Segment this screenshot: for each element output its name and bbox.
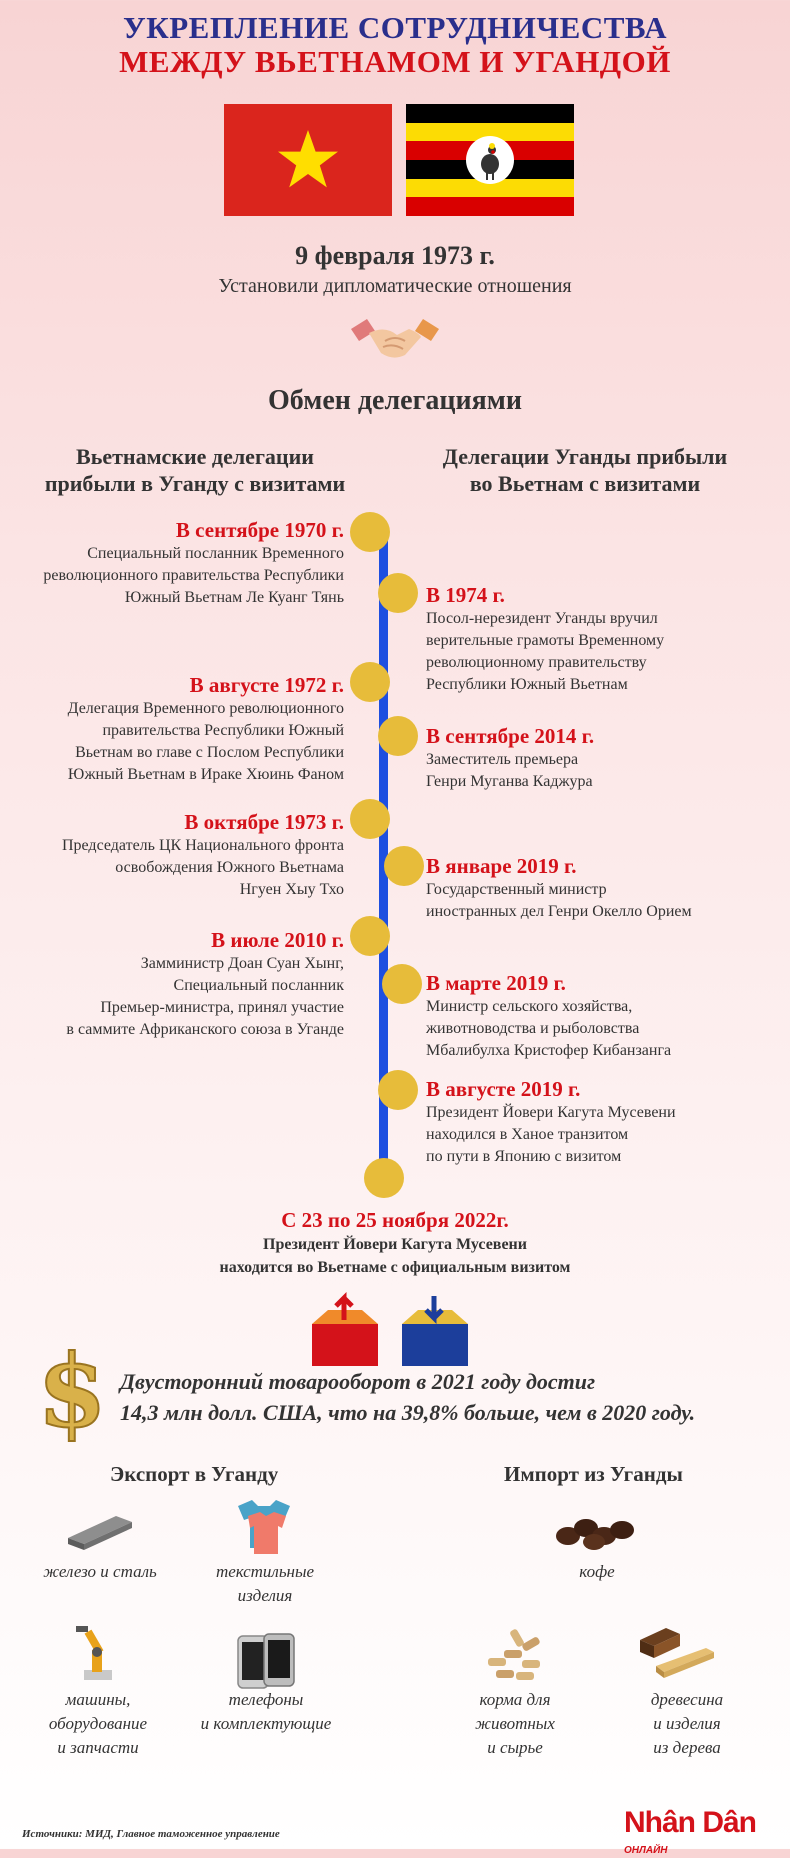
import-title: Импорт из Уганды	[504, 1462, 683, 1486]
timeline-dot	[350, 916, 390, 956]
timeline-dot	[378, 716, 418, 756]
right-event	[426, 1077, 766, 1168]
label-line: и запчасти	[57, 1738, 139, 1757]
left-event	[4, 673, 344, 786]
label-line: и комплектующие	[200, 1714, 332, 1733]
established-text: Установили дипломатические отношения	[218, 275, 572, 297]
event-line: Делегация Временного революционного	[67, 700, 344, 717]
event-date: В марте 2019 г.	[426, 971, 566, 995]
event-date: В августе 2019 г.	[426, 1077, 581, 1101]
right-event	[426, 971, 766, 1062]
final-event-line-1: Президент Йовери Кагута Мусевени	[263, 1236, 527, 1253]
right-column-header	[420, 443, 750, 497]
event-line: животноводства и рыболовства	[426, 1020, 640, 1037]
event-line: Министр сельского хозяйства,	[426, 998, 633, 1015]
event-line: Президент Йовери Кагута Мусевени	[426, 1104, 676, 1121]
label-line: и изделия	[653, 1714, 721, 1733]
import-item-label	[440, 1688, 590, 1760]
event-line: Южный Вьетнам Ле Куанг Тянь	[124, 589, 344, 606]
event-line: находился в Ханое транзитом	[426, 1126, 629, 1143]
right-event	[426, 724, 766, 793]
established-date: 9 февраля 1973 г.	[295, 241, 495, 270]
event-date: В октябре 1973 г.	[184, 810, 344, 834]
event-line: революционному правительству	[426, 654, 647, 671]
event-line: освобождения Южного Вьетнама	[115, 859, 344, 876]
label-line: изделия	[237, 1586, 293, 1605]
left-header-line-2: прибыли в Уганду с визитами	[44, 471, 346, 496]
left-event	[4, 518, 344, 609]
title-line-2: МЕЖДУ ВЬЕТНАМОМ И УГАНДОЙ	[119, 44, 671, 79]
final-event-line-2: находится во Вьетнаме с официальным визитом	[219, 1259, 571, 1276]
final-event-date: С 23 по 25 ноября 2022г.	[281, 1208, 509, 1232]
star-icon	[276, 128, 340, 190]
wood-planks-icon	[636, 1622, 718, 1682]
event-date: В августе 1972 г.	[189, 673, 344, 697]
event-line: Премьер-министра, принял участие	[100, 999, 344, 1016]
label-line: телефоны	[228, 1690, 304, 1709]
event-line: Председатель ЦК Национального фронта	[61, 837, 344, 854]
timeline-dot	[350, 512, 390, 552]
timeline-dot	[384, 846, 424, 886]
event-line: Нгуен Хыу Тхо	[239, 881, 344, 898]
event-line: по пути в Японию с визитом	[426, 1148, 622, 1165]
label-line: кофе	[579, 1562, 615, 1581]
event-line: иностранных дел Генри Окелло Орием	[426, 903, 692, 920]
event-line: Заместитель премьера	[426, 751, 579, 768]
event-line: Специальный посланник	[173, 977, 344, 994]
event-line: Генри Муганва Каджура	[426, 773, 593, 790]
timeline-dot	[378, 1070, 418, 1110]
export-title: Экспорт в Уганду	[110, 1462, 279, 1486]
smartphone-icon	[236, 1632, 298, 1690]
event-date: В сентябре 1970 г.	[175, 518, 344, 542]
timeline-dot	[378, 573, 418, 613]
title-line-1: УКРЕПЛЕНИЕ СОТРУДНИЧЕСТВА	[123, 10, 667, 45]
event-line: Посол-нерезидент Уганды вручил	[426, 610, 658, 627]
export-item-label	[28, 1688, 168, 1760]
handshake-icon	[345, 315, 445, 367]
event-date: В январе 2019 г.	[426, 854, 577, 878]
robot-arm-icon	[72, 1622, 124, 1682]
logo-name: Nhân Dân	[624, 1806, 757, 1839]
import-item-label	[522, 1560, 672, 1584]
final-event-text	[0, 1233, 790, 1279]
dollar-icon	[36, 1332, 108, 1450]
label-line: и сырье	[487, 1738, 543, 1757]
timeline-dot	[364, 1158, 404, 1198]
left-column-header	[40, 443, 350, 497]
timeline-dot	[350, 799, 390, 839]
event-date: В сентябре 2014 г.	[426, 724, 595, 748]
left-header-line-1: Вьетнамские делегации	[76, 444, 314, 469]
export-item-label	[190, 1560, 340, 1608]
event-line: Вьетнам во главе с Послом Республики	[75, 744, 344, 761]
label-line: текстильные	[215, 1562, 315, 1581]
event-date: В 1974 г.	[426, 583, 505, 607]
nhan-dan-logo	[624, 1806, 784, 1856]
event-line: Мбалибулха Кристофер Кибанзанга	[426, 1042, 672, 1059]
export-item-label	[186, 1688, 346, 1736]
right-header-line-2: во Вьетнам с визитами	[469, 471, 701, 496]
coffee-beans-icon	[554, 1512, 640, 1552]
label-line: оборудование	[48, 1714, 148, 1733]
svg-text:$: $	[37, 1332, 107, 1450]
right-header-line-1: Делегации Уганды прибыли	[442, 444, 728, 469]
event-line: верительные грамоты Временному	[426, 632, 665, 649]
event-line: в саммите Африканского союза в Уганде	[66, 1021, 344, 1038]
label-line: животных	[475, 1714, 555, 1733]
steel-beam-icon	[64, 1510, 136, 1552]
event-line: Специальный посланник Временного	[87, 545, 344, 562]
vietnam-flag	[224, 104, 392, 216]
trade-line-1: Двусторонний товарооборот в 2021 году достиг	[120, 1369, 596, 1394]
trade-boxes-icon	[308, 1290, 474, 1370]
timeline-dot	[382, 964, 422, 1004]
right-event	[426, 854, 766, 923]
event-date: В июле 2010 г.	[211, 928, 344, 952]
event-line: Замминистр Доан Суан Хынг,	[140, 955, 344, 972]
trade-statement	[120, 1366, 760, 1428]
export-item-label	[20, 1560, 180, 1584]
uganda-flag	[406, 104, 574, 216]
event-line: революционного правительства Республики	[43, 567, 344, 584]
event-line: Республики Южный Вьетнам	[426, 676, 628, 693]
label-line: корма для	[479, 1690, 551, 1709]
event-line: Государственный министр	[426, 881, 607, 898]
source-note: Источники: МИД, Главное таможенное управление	[22, 1828, 280, 1840]
label-line: железо и сталь	[43, 1562, 157, 1581]
left-event	[4, 928, 344, 1041]
event-line: правительства Республики Южный	[102, 722, 344, 739]
timeline-dot	[350, 662, 390, 702]
left-event	[4, 810, 344, 901]
tshirt-icon	[234, 1498, 294, 1556]
feed-pellets-icon	[478, 1620, 554, 1684]
trade-line-2: 14,3 млн долл. США, что на 39,8% больше, чем в 2020 году.	[120, 1400, 696, 1425]
label-line: машины,	[65, 1690, 131, 1709]
import-item-label	[612, 1688, 762, 1760]
label-line: древесина	[650, 1690, 724, 1709]
exchange-title: Обмен делегациями	[268, 385, 522, 416]
crane-bird-icon	[466, 136, 514, 184]
right-event	[426, 583, 766, 696]
logo-suffix: ОНЛАЙН	[624, 1845, 668, 1856]
label-line: из дерева	[653, 1738, 721, 1757]
event-line: Южный Вьетнам в Ираке Хюинь Фаном	[67, 766, 344, 783]
